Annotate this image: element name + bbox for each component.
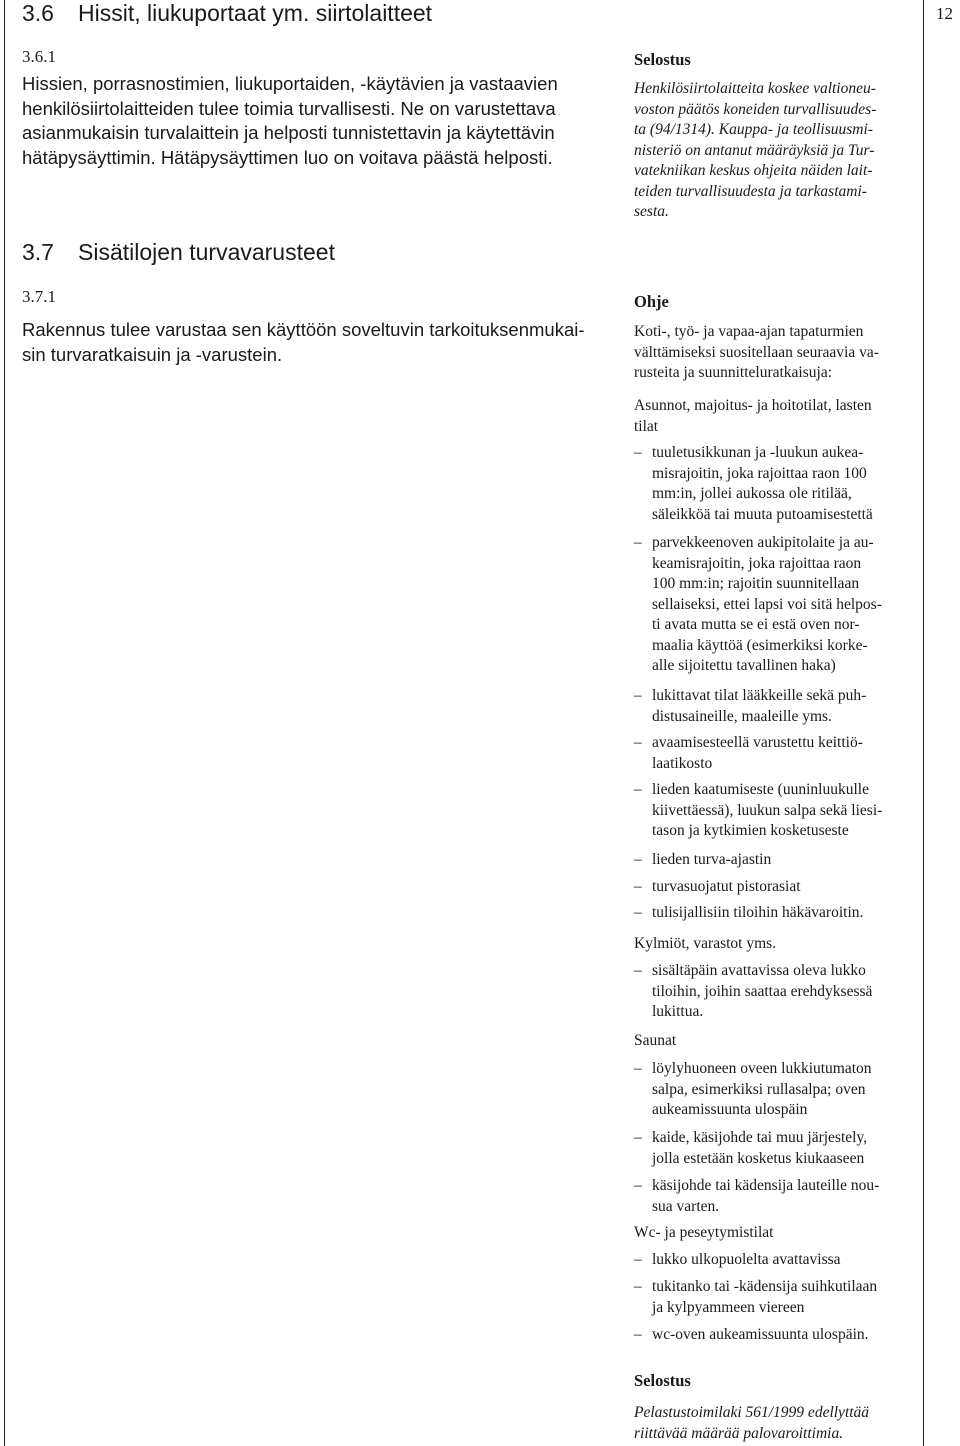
paragraph-3-7-1: [22, 318, 617, 367]
item-line: sisältäpäin avattavissa oleva lukko: [652, 962, 866, 979]
item-line: distusaineille, maaleille yms.: [652, 707, 832, 725]
item-line: käsijohde tai kädensija lauteille nou-: [652, 1177, 880, 1194]
note-line: nisteriö on antanut määräyksiä ja Tur-: [634, 141, 875, 159]
item-line: löylyhuoneen oveen lukkiutumaton: [652, 1060, 872, 1077]
group-title-line: tilat: [634, 417, 659, 435]
item-line: tason ja kytkimien kosketuseste: [652, 822, 849, 839]
selostus-heading: Selostus: [634, 50, 691, 69]
selostus-note: [634, 1403, 869, 1444]
item-line: alle sijoitettu tavallinen haka): [652, 657, 836, 674]
dash-bullet: –: [634, 904, 642, 921]
item-line: mm:in, jollei aukossa ole ritilää,: [652, 485, 852, 502]
paragraph-line: Hissien, porrasnostimien, liukuportaiden, -käytävien ja vastaavien: [22, 73, 558, 94]
paragraph-line: asianmukaisin turvalaittein ja helposti tunnistettavin ja käytettävin: [22, 122, 555, 143]
selostus-heading: Selostus: [634, 1371, 691, 1390]
ohje-heading: Ohje: [634, 292, 669, 311]
item-line: tuuletusikkunan ja -luukun aukea-: [652, 444, 864, 461]
dash-bullet: –: [634, 687, 642, 704]
item-line: sellaiseksi, ettei lapsi voi sitä helpos-: [652, 595, 882, 613]
dash-bullet: –: [634, 781, 642, 798]
item-line: turvasuojatut pistorasiat: [652, 878, 801, 895]
section-title: Hissit, liukuportaat ym. siirtolaitteet: [78, 0, 433, 26]
dash-bullet: –: [634, 1060, 642, 1077]
dash-bullet: –: [634, 1278, 642, 1295]
group-title-wc: Wc- ja peseytymistilat: [634, 1224, 774, 1241]
item-line: lukittavat tilat lääkkeille sekä puh-: [652, 687, 867, 704]
group-title-kylmiot: Kylmiöt, varastot yms.: [634, 935, 777, 952]
paragraph-line: henkilösiirtolaitteiden tulee toimia turvallisesti. Ne on varustettava: [22, 97, 556, 119]
dash-bullet: –: [634, 1326, 642, 1343]
item-line: kiivettäessä), luukun salpa sekä liesi-: [652, 801, 883, 819]
note-line: vatekniikan keskus ohjeita näiden lait-: [634, 162, 873, 179]
selostus-note: [634, 79, 876, 223]
item-line: sua varten.: [652, 1197, 720, 1215]
item-line: avaamisesteellä varustettu keittiö-: [652, 734, 863, 751]
item-line: misrajoitin, joka rajoittaa raon 100: [652, 464, 867, 482]
page-number: 12: [936, 4, 953, 23]
group-title-asunnot: [634, 396, 872, 437]
section-heading-3-6: [22, 0, 432, 27]
paragraph-line: Rakennus tulee varustaa sen käyttöön soveltuvin tarkoituksenmukai-: [22, 319, 585, 340]
item-line: aukeamissuunta ulospäin: [652, 1101, 808, 1118]
note-line: Pelastustoimilaki 561/1999 edellyttää: [634, 1404, 870, 1421]
note-line: voston päätös koneiden turvallisuudes-: [634, 100, 877, 118]
item-line: jolla estetään kosketus kiukaaseen: [652, 1149, 865, 1167]
item-line: lieden turva-ajastin: [652, 851, 772, 868]
item-line: wc-oven aukeamissuunta ulospäin.: [652, 1326, 869, 1343]
dash-bullet: –: [634, 851, 642, 868]
item-line: säleikköä tai muuta putoamisestettä: [652, 505, 873, 523]
section-title: Sisätilojen turvavarusteet: [78, 239, 335, 265]
paragraph-3-6-1: [22, 72, 617, 170]
subsection-number-3-7-1: 3.7.1: [22, 287, 56, 306]
item-line: ja kylpyammeen viereen: [652, 1298, 805, 1316]
section-number: 3.6: [22, 0, 54, 26]
group-title-saunat: Saunat: [634, 1032, 677, 1049]
intro-line: välttämiseksi suositellaan seuraavia va-: [634, 343, 879, 361]
left-margin-rule: [4, 0, 5, 1446]
paragraph-line: sin turvaratkaisuin ja -varustein.: [22, 343, 283, 365]
item-line: lukittua.: [652, 1003, 704, 1020]
dash-bullet: –: [634, 878, 642, 895]
item-line: tiloihin, joihin saattaa erehdyksessä: [652, 982, 873, 1000]
item-line: lukko ulkopuolelta avattavissa: [652, 1251, 841, 1268]
note-line: Henkilösiirtolaitteita koskee valtioneu-: [634, 80, 876, 97]
dash-bullet: –: [634, 734, 642, 751]
item-line: parvekkeenoven aukipitolaite ja au-: [652, 534, 874, 551]
intro-line: Koti-, työ- ja vapaa-ajan tapaturmien: [634, 323, 864, 340]
section-number: 3.7: [22, 239, 54, 265]
group-title-line: Asunnot, majoitus- ja hoitotilat, lasten: [634, 397, 872, 414]
paragraph-line: hätäpysäyttimin. Hätäpysäyttimen luo on voitava päästä helposti.: [22, 146, 553, 168]
dash-bullet: –: [634, 1129, 642, 1146]
note-line: sesta.: [634, 203, 669, 220]
item-line: lieden kaatumiseste (uuninluukulle: [652, 781, 869, 798]
dash-bullet: –: [634, 1251, 642, 1268]
dash-bullet: –: [634, 444, 642, 461]
note-line: teiden turvallisuudesta ja tarkastami-: [634, 182, 867, 200]
ohje-intro: [634, 322, 879, 384]
dash-bullet: –: [634, 962, 642, 979]
note-line: ta (94/1314). Kauppa- ja teollisuusmi-: [634, 121, 873, 138]
dash-bullet: –: [634, 534, 642, 551]
item-line: salpa, esimerkiksi rullasalpa; oven: [652, 1080, 866, 1098]
item-line: tulisijallisiin tiloihin häkävaroitin.: [652, 904, 864, 921]
intro-line: rusteita ja suunnitteluratkaisuja:: [634, 364, 833, 381]
note-line: riittävää määrää palovaroittimia.: [634, 1424, 844, 1442]
item-line: maalia käyttöä (esimerkiksi korke-: [652, 636, 868, 654]
item-line: 100 mm:in; rajoitin suunnitellaan: [652, 575, 860, 592]
item-line: tukitanko tai -kädensija suihkutilaan: [652, 1278, 878, 1295]
subsection-number-3-6-1: 3.6.1: [22, 47, 56, 66]
item-line: ti avata mutta se ei estä oven nor-: [652, 616, 860, 633]
item-line: kaide, käsijohde tai muu järjestely,: [652, 1129, 868, 1146]
column-divider-rule: [923, 0, 924, 1446]
dash-bullet: –: [634, 1177, 642, 1194]
item-line: laatikosto: [652, 754, 713, 772]
item-line: keamisrajoitin, joka rajoittaa raon: [652, 554, 862, 572]
section-heading-3-7: [22, 239, 335, 266]
